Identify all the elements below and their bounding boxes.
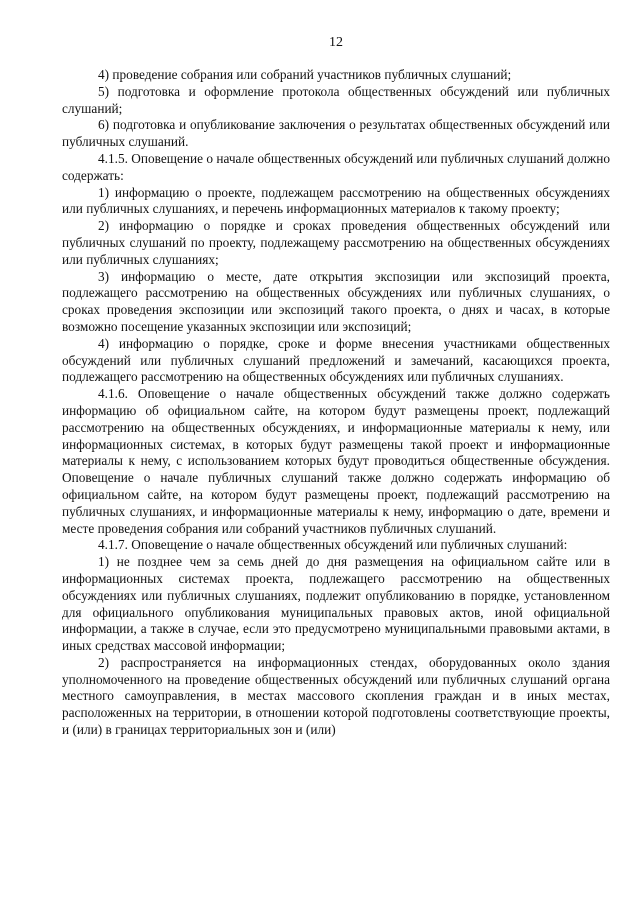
- paragraph-4-1-7-item-2: 2) распространяется на информационных стендах, оборудованных около здания уполномоченного на проведение общественных обсуждений или публичных слушаний органа местного самоуправления, в местах массового скопления граждан и в иных местах, расположенных на территории, в отношении которой подготовлены соответствующие проекты, и (или) в границах территориальных зон и (или): [62, 654, 610, 738]
- paragraph-4-1-7-item-1: 1) не позднее чем за семь дней до дня размещения на официальном сайте или в информационных системах проекта, подлежащего рассмотрению на общественных обсуждениях или публичных слушаниях, подлежит опубликованию в порядке, установленном для официального опубликования муниципальных правовых актов, иной официальной информации, а также в случае, если это предусмотрено муниципальными правовыми актами, в иных средствах массовой информации;: [62, 554, 610, 654]
- page-number: 12: [329, 35, 343, 50]
- paragraph-item-4: 4) проведение собрания или собраний участников публичных слушаний;: [98, 67, 512, 82]
- paragraph-4-1-6: 4.1.6. Оповещение о начале общественных обсуждений также должно содержать информацию об официальном сайте, на котором будут размещены проект, подлежащий рассмотрению на общественных обсуждениях, и информационные материалы к нему, или информационных системах, в которых будут размещены такой проект и информационные материалы к нему, с использованием которых будут проводиться общественные обсуждения. Оповещение о начале публичных слушаний также должно содержать информацию об официальном сайте, на котором будут размещены проект, подлежащий рассмотрению на публичных слушаниях, и информационные материалы к нему, информацию о дате, времени и месте проведения собрания или собраний участников публичных слушаний.: [62, 386, 610, 536]
- paragraph-4-1-7: 4.1.7. Оповещение о начале общественных обсуждений или публичных слушаний:: [98, 537, 568, 553]
- paragraph-item-5: 5) подготовка и оформление протокола общественных обсуждений или публичных слушаний;: [62, 83, 610, 116]
- paragraph-4-1-5-item-1: 1) информацию о проекте, подлежащем рассмотрению на общественных обсуждениях или публичных слушаниях, и перечень информационных материалов к такому проекту;: [62, 184, 610, 217]
- paragraph-4-1-5: 4.1.5. Оповещение о начале общественных обсуждений или публичных слушаний должно содержать:: [62, 150, 610, 183]
- paragraph-4-1-5-item-3: 3) информацию о месте, дате открытия экспозиции или экспозиций проекта, подлежащего рассмотрению на общественных обсуждениях или публичных слушаниях, о сроках проведения экспозиции или экспозиций такого проекта, о днях и часах, в которые возможно посещение указанных экспозиции или экспозиций;: [62, 268, 610, 334]
- paragraph-4-1-5-item-4: 4) информацию о порядке, сроке и форме внесения участниками общественных обсуждений или публичных слушаний предложений и замечаний, касающихся проекта, подлежащего рассмотрению на общественных обсуждениях или публичных слушаниях.: [62, 335, 610, 385]
- document-page: [62, 34, 610, 739]
- paragraph-item-6: 6) подготовка и опубликование заключения о результатах общественных обсуждений или публичных слушаний.: [62, 117, 610, 150]
- paragraph-4-1-5-item-2: 2) информацию о порядке и сроках проведения общественных обсуждений или публичных слушаний по проекту, подлежащему рассмотрению на общественных обсуждениях или публичных слушаниях;: [62, 218, 610, 267]
